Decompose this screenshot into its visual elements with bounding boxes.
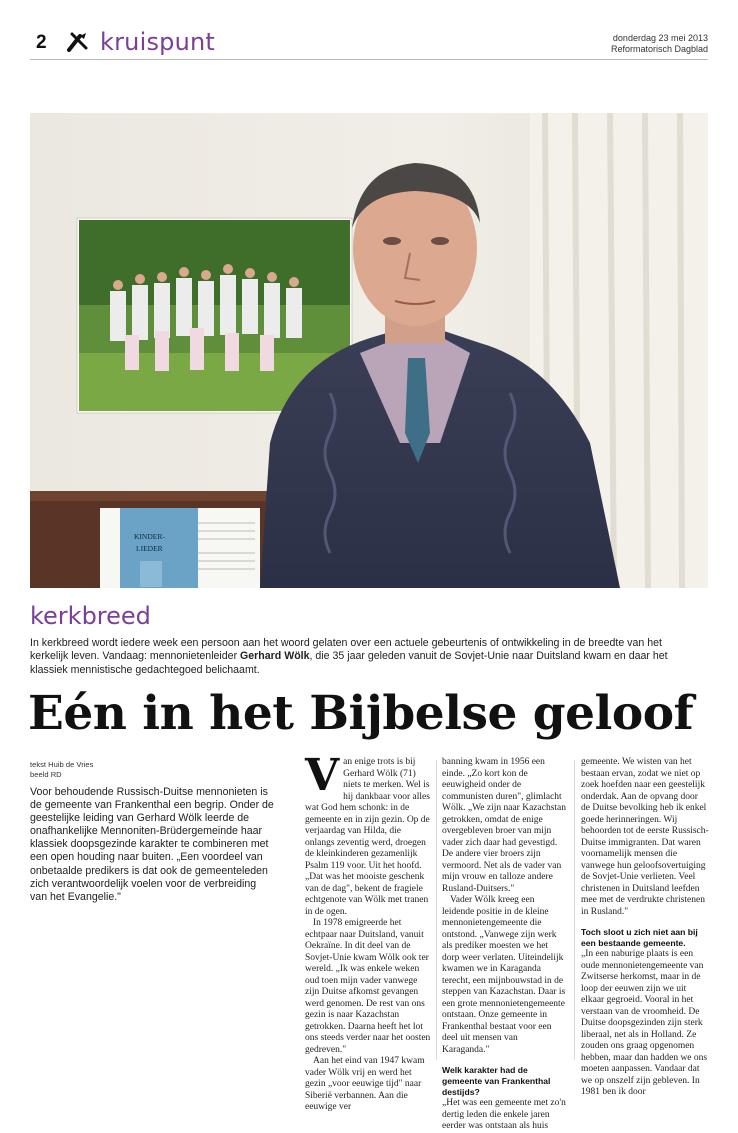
portrait-photo — [30, 113, 708, 588]
page-number: 2 — [36, 32, 47, 53]
intro-part-2: , die 35 jaar geleden vanuit de Sovjet-Unie naar Duitsland kwam en daar het klassiek mennistische gedachtegoed belichaamt. — [30, 650, 668, 676]
body-paragraph: „Het was een gemeente met zo'n dertig leden die enkele jaren eerder was ontstaan als huis — [442, 1098, 566, 1131]
kicker-label: kerkbreed — [30, 602, 151, 630]
issue-date: donderdag 23 mei 2013 — [612, 33, 708, 43]
date-block — [611, 33, 708, 55]
column-divider — [436, 760, 437, 1060]
body-column-3 — [581, 757, 709, 1099]
songbook-title-1: KINDER- — [134, 532, 165, 541]
body-paragraph: banning kwam in 1956 een einde. „Zo kort kon de eeuwigheid onder de communisten duren", glimlacht Wölk. „We zijn naar Kazachstan getrokken, omdat de enige overgebleven broer van mijn vader zich daar had gevestigd. De andere vier broers zijn vermoord. Net als de vader van mijn vrouw en talloze andere Rusland-Duitsers." — [442, 757, 566, 894]
dropcap: V — [305, 750, 340, 801]
intro-person-name: Gerhard Wölk — [240, 650, 310, 663]
interview-question: Toch sloot u zich niet aan bij een bestaande gemeente. — [581, 927, 698, 948]
songbook-title-2: LIEDER — [136, 544, 163, 553]
headline: Eén in het Bijbelse geloof — [28, 686, 694, 741]
credits — [30, 760, 93, 779]
intro-text — [30, 637, 670, 677]
text-credit: tekst Huib de Vries — [30, 760, 94, 769]
body-column-1 — [305, 750, 431, 1114]
body-paragraph: „In een naburige plaats is een oude mennonietengemeente van Zwitserse herkomst, maar in de loop der eeuwen zijn we uit elkaar gegroeid. Vooral in het verstaan van de vroomheid. De Duitse doopsgezinden zijn sterk liberaal, net als in Holland. Ze zouden ons graag opgenomen hebben, maar dan hadden we ons moeten aanpassen. Vandaar dat we op onszelf zijn gebleven. In 1981 ben ik door — [581, 949, 708, 1097]
body-paragraph: Vader Wölk kreeg een leidende positie in de kleine mennonietengemeente die ontstond. „Vanwege zijn werk als prediker moesten we het dorp weer verlaten. Uiteindelijk kwamen we in Karaganda terecht, een mijnbouwstad in de steppen van Kazachstan. Daar is een grote mennonietengemeente ontstaan. Onze gemeente in Frankenthal bestaat voor een deel uit mensen van Karaganda." — [442, 895, 566, 1055]
body-paragraph: In 1978 emigreerde het echtpaar naar Duitsland, vanuit Oekraïne. In dit deel van de Sovjet-Unie kwam Wölk ook ter wereld. „Ik was enkele weken oud toen mijn vader vanwege zijn Duitse afkomst gevangen werd genomen. De rest van ons gezin is naar Kazachstan getrokken. Daarna heeft het lot ons steeds verder naar het oosten gedreven." — [305, 918, 431, 1055]
section-name: kruispunt — [100, 28, 216, 56]
lead-paragraph: Voor behoudende Russisch-Duitse mennonieten is de gemeente van Frankenthal een begrip. Onder de geestelijke leiding van Gerhard Wölk leerde de onafhankelijke Mennoniten-Brüdergemeinde haar klassiek doopsgezinde karakter te combineren met een open houding naar buiten. „Een voordeel van onbetaalde predikers is dat ook de gemeenteleden zich verantwoordelijk voelen voor de verbreiding van het Evangelie." — [30, 786, 274, 903]
kruispunt-logo-icon — [66, 30, 90, 54]
image-credit: beeld RD — [30, 769, 62, 779]
publication-name: Reformatorisch Dagblad — [610, 44, 708, 54]
page-header — [30, 28, 708, 60]
body-column-2 — [442, 757, 566, 1133]
body-paragraph: Aan het eind van 1947 kwam vader Wölk vrij en werd het gezin „voor eeuwige tijd" naar Siberië verbannen. Aan die eeuwige ver — [305, 1056, 425, 1112]
intro-part-1: In kerkbreed wordt iedere week een persoon aan het woord gelaten over een actuele gebeurtenis of ontwikkeling in de breedte van het kerkelijk leven. Vandaag: mennonietenleider — [30, 637, 662, 663]
body-paragraph: an enige trots is bij Gerhard Wölk (71) niets te merken. Wel is hij dankbaar voor alles wat God hem schonk: in de gemeente en in zijn gezin. Op de verjaardag van Hilda, die onlangs zeventig werd, droegen de kleinkinderen gezamenlijk Psalm 119 voor. Uit het hoofd. „Dat was het mooiste geschenk van de dag", bekent de fragiele echtgenote van Wölk met tranen in de ogen. — [305, 757, 430, 917]
portrait-photo-illustration — [30, 113, 708, 588]
interview-question: Welk karakter had de gemeente van Frankenthal destijds? — [442, 1065, 551, 1097]
column-divider — [574, 760, 575, 1060]
body-paragraph: gemeente. We wisten van het bestaan ervan, zodat we niet op zoek hoefden naar een geestelijk onderdak. Aan de opvang door de Duitse bevolking heb ik enkel goede herinneringen. Wij behoorden tot de eerste Russisch-Duitse immigranten. Dat waren voornamelijk mensen die vanwege hun geloofsovertuiging de Sovjet-Unie verlieten. Veel christenen in Duitsland leefden mee met de verdrukte christenen in Rusland." — [581, 757, 709, 917]
